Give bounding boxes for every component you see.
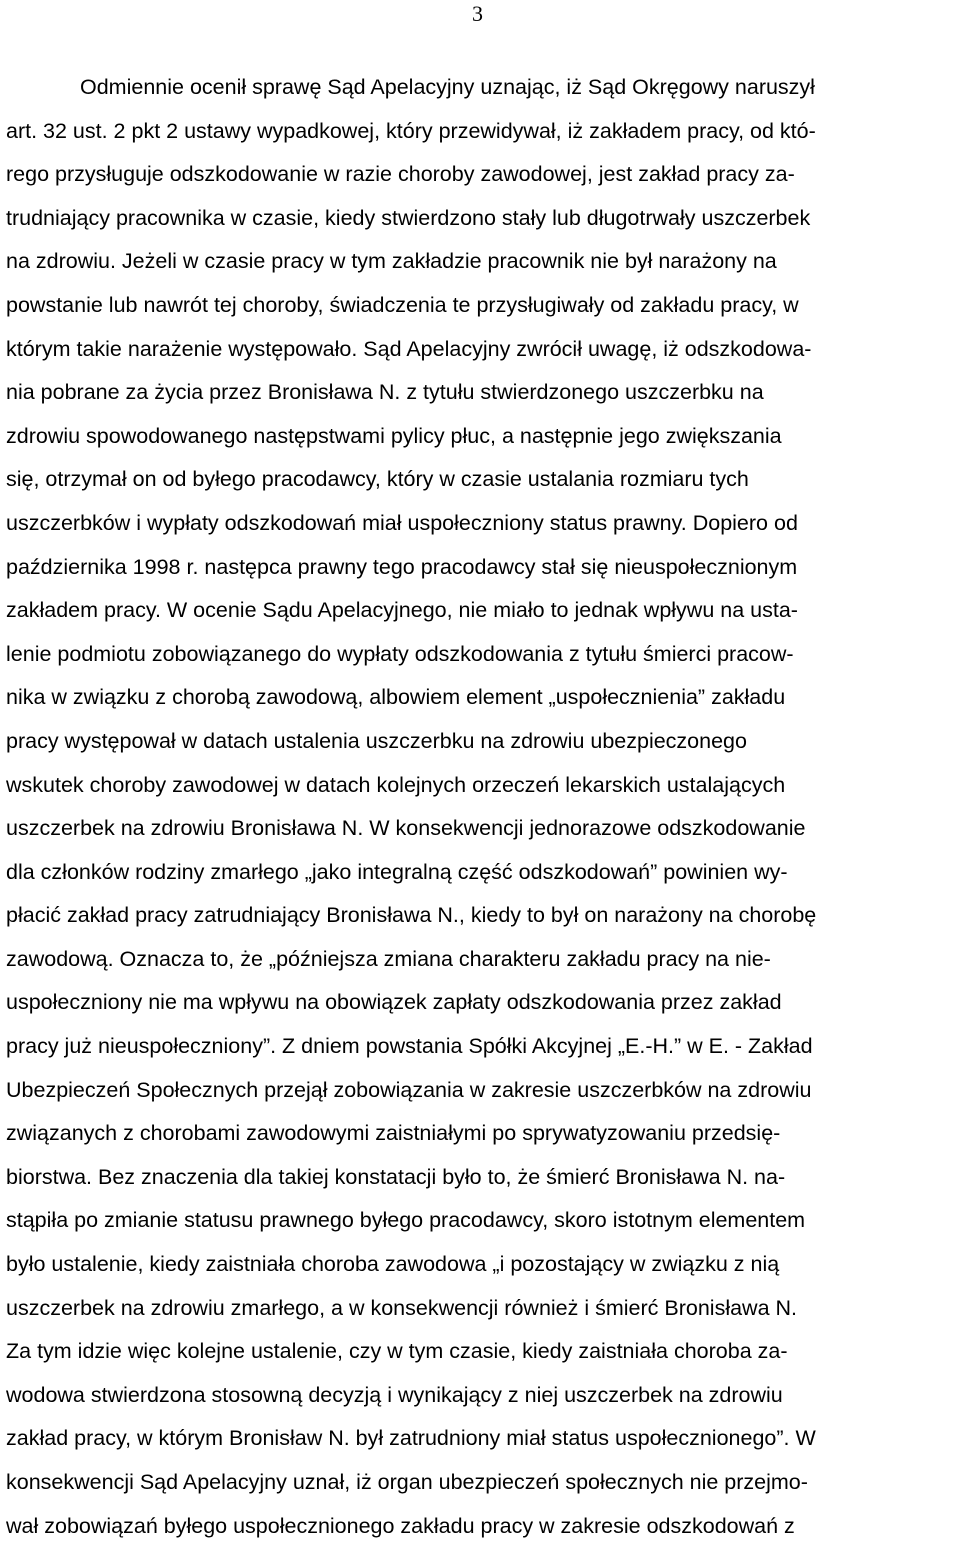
text-line: uszczerbków i wypłaty odszkodowań miał uspołeczniony status prawny. Dopiero od	[6, 510, 798, 535]
text-line: Odmiennie ocenił sprawę Sąd Apelacyjny uznając, iż Sąd Okręgowy naruszył	[80, 75, 815, 99]
text-line: się, otrzymał on od byłego pracodawcy, który w czasie ustalania rozmiaru tych	[6, 467, 749, 492]
text-line: uszczerbek na zdrowiu Bronisława N. W konsekwencji jednorazowe odszkodowanie	[6, 816, 806, 841]
text-line: października 1998 r. następca prawny tego pracodawcy stał się nieuspołecznionym	[6, 554, 798, 579]
text-line: nika w związku z chorobą zawodową, albowiem element „uspołecznienia” zakładu	[6, 685, 786, 710]
text-line: wał zobowiązań byłego uspołecznionego zakładu pracy w zakresie odszkodowań z	[6, 1513, 795, 1538]
text-line: lenie podmiotu zobowiązanego do wypłaty odszkodowania z tytułu śmierci pracow-	[6, 641, 794, 666]
text-line: związanych z chorobami zawodowymi zaistniałymi po sprywatyzowaniu przedsię-	[6, 1121, 781, 1146]
text-line: zdrowiu spowodowanego następstwami pylicy płuc, a następnie jego zwiększania	[6, 423, 782, 448]
text-line: wskutek choroby zawodowej w datach kolejnych orzeczeń lekarskich ustalających	[6, 772, 786, 797]
text-line: trudniający pracownika w czasie, kiedy stwierdzono stały lub długotrwały uszczerbek	[6, 205, 811, 230]
text-line: rego przysługuje odszkodowanie w razie choroby zawodowej, jest zakład pracy za-	[6, 162, 795, 187]
text-line: biorstwa. Bez znaczenia dla takiej konstatacji było to, że śmierć Bronisława N. na-	[6, 1164, 786, 1189]
text-line: Za tym idzie więc kolejne ustalenie, czy w tym czasie, kiedy zaistniała choroba za-	[6, 1339, 788, 1364]
text-line: konsekwencji Sąd Apelacyjny uznał, iż organ ubezpieczeń społecznych nie przejmo-	[6, 1470, 808, 1494]
text-line: uszczerbek na zdrowiu zmarłego, a w konsekwencji również i śmierć Bronisława N.	[6, 1295, 798, 1320]
text-line: pracy występował w datach ustalenia uszczerbku na zdrowiu ubezpieczonego	[6, 728, 747, 753]
text-line: uspołeczniony nie ma wpływu na obowiązek zapłaty odszkodowania przez zakład	[6, 990, 782, 1015]
text-line: było ustalenie, kiedy zaistniała choroba zawodowa „i pozostający w związku z nią	[6, 1252, 780, 1277]
text-line: na zdrowiu. Jeżeli w czasie pracy w tym zakładzie pracownik nie był narażony na	[6, 249, 777, 274]
text-line: dla członków rodziny zmarłego „jako integralną część odszkodowań” powinien wy-	[6, 859, 788, 884]
text-line: zakładem pracy. W ocenie Sądu Apelacyjnego, nie miało to jednak wpływu na usta-	[6, 598, 798, 623]
text-line: nia pobrane za życia przez Bronisława N. z tytułu stwierdzonego uszczerbku na	[6, 380, 764, 405]
text-line: zakład pracy, w którym Bronisław N. był zatrudniony miał status uspołecznionego”. W	[6, 1426, 816, 1451]
text-line: płacić zakład pracy zatrudniający Bronisława N., kiedy to był on narażony na chorobę	[6, 903, 817, 928]
text-line: zawodową. Oznacza to, że „późniejsza zmiana charakteru zakładu pracy na nie-	[6, 946, 771, 971]
text-line: stąpiła po zmianie statusu prawnego byłego pracodawcy, skoro istotnym elementem	[6, 1208, 806, 1233]
text-line: powstanie lub nawrót tej choroby, świadczenia te przysługiwały od zakładu pracy, w	[6, 292, 799, 317]
text-line: którym takie narażenie występowało. Sąd Apelacyjny zwrócił uwagę, iż odszkodowa-	[6, 336, 812, 361]
body-paragraph	[6, 66, 960, 1548]
text-line: art. 32 ust. 2 pkt 2 ustawy wypadkowej, który przewidywał, iż zakładem pracy, od któ-	[6, 118, 816, 143]
text-line: pracy już nieuspołeczniony”. Z dniem powstania Spółki Akcyjnej „E.-H.” w E. - Zakład	[6, 1034, 813, 1059]
text-line: wodowa stwierdzona stosowną decyzją i wynikający z niej uszczerbek na zdrowiu	[6, 1382, 783, 1407]
page-number: 3	[472, 1, 483, 26]
text-line: Ubezpieczeń Społecznych przejął zobowiązania w zakresie uszczerbków na zdrowiu	[6, 1077, 812, 1102]
